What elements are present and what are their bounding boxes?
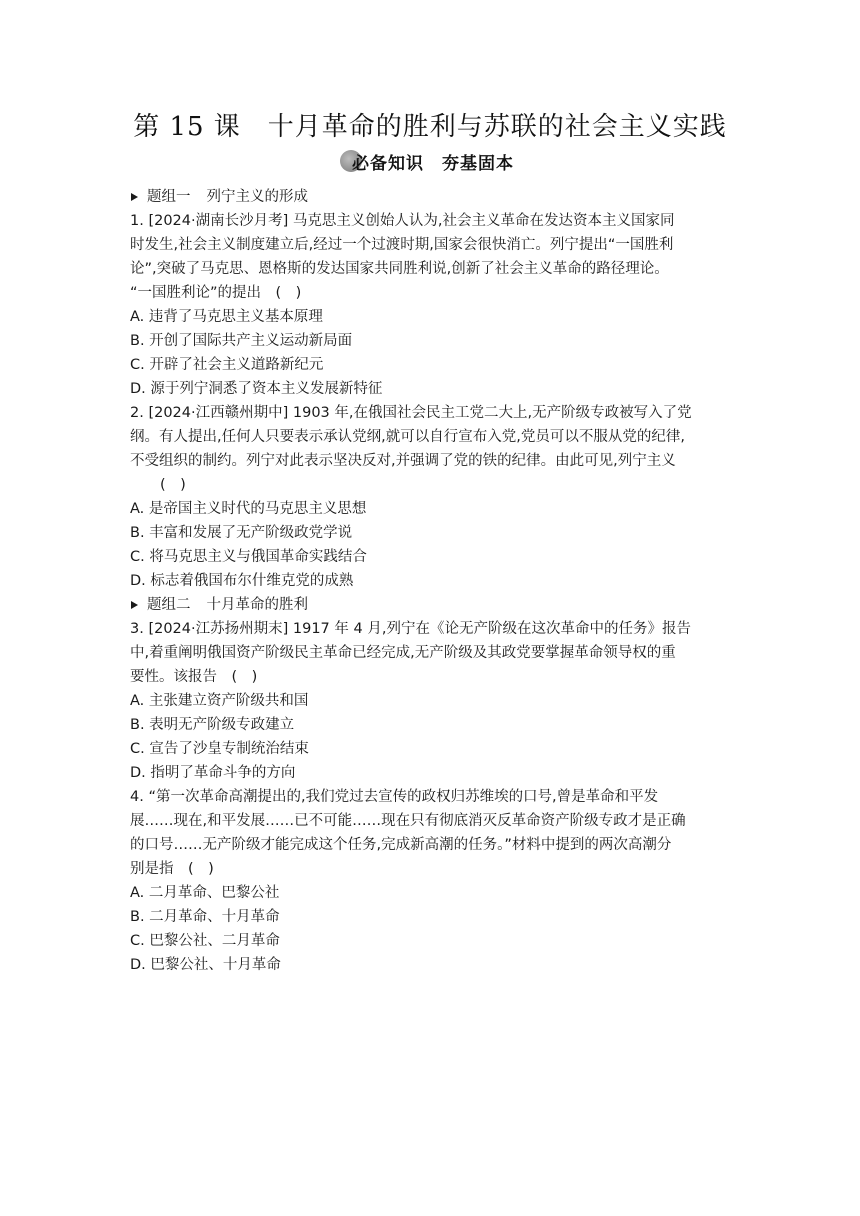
question-text-line: 1. [2024·湖南长沙月考] 马克思主义创始人认为,社会主义革命在发达资本主义国家同 [130, 213, 675, 229]
option-d: D. 源于列宁洞悉了资本主义发展新特征 [130, 381, 383, 397]
question-1 [130, 209, 736, 401]
question-text-line: 2. [2024·江西赣州期中] 1903 年,在俄国社会民主工党二大上,无产阶级专政被写入了党 [130, 405, 692, 421]
group-name: 十月革命的胜利 [206, 597, 308, 613]
option-a: A. 是帝国主义时代的马克思主义思想 [130, 501, 367, 517]
question-text-line: 纲。有人提出,任何人只要表示承认党纲,就可以自行宣布入党,党员可以不服从党的纪律, [130, 429, 685, 445]
group-heading [130, 593, 736, 617]
question-text-line: 时发生,社会主义制度建立后,经过一个过渡时期,国家会很快消亡。列宁提出“一国胜利 [130, 237, 674, 253]
triangle-bullet-icon [131, 601, 138, 609]
banner-text: 必备知识 夯基固本 [352, 153, 514, 174]
question-text-line: 中,着重阐明俄国资产阶级民主革命已经完成,无产阶级及其政党要掌握革命领导权的重 [130, 645, 676, 661]
option-c: C. 巴黎公社、二月革命 [130, 933, 280, 949]
question-text-line: 展……现在,和平发展……已不可能……现在只有彻底消灭反革命资产阶级专政才是正确 [130, 813, 686, 829]
group-heading [130, 185, 736, 209]
question-text-line: 不受组织的制约。列宁对此表示坚决反对,并强调了党的铁的纪律。由此可见,列宁主义 [130, 453, 676, 469]
option-b: B. 丰富和发展了无产阶级政党学说 [130, 525, 353, 541]
lesson-title: 第 15 课 十月革命的胜利与苏联的社会主义实践 [133, 112, 727, 142]
group-label: 题组二 [147, 597, 191, 613]
option-a: A. 违背了马克思主义基本原理 [130, 309, 323, 325]
question-content [130, 185, 736, 977]
option-d: D. 巴黎公社、十月革命 [130, 957, 281, 973]
section-banner [340, 148, 514, 174]
question-text-line: 要性。该报告 ( ) [130, 669, 258, 685]
group-label: 题组一 [147, 189, 191, 205]
answer-paren: ( ) [160, 477, 186, 493]
option-d: D. 标志着俄国布尔什维克党的成熟 [130, 573, 354, 589]
question-text-line: 3. [2024·江苏扬州期末] 1917 年 4 月,列宁在《论无产阶级在这次革命中的任务》报告 [130, 621, 691, 637]
option-a: A. 二月革命、巴黎公社 [130, 885, 280, 901]
question-text-line: 论”,突破了马克思、恩格斯的发达国家共同胜利说,创新了社会主义革命的路径理论。 [130, 261, 669, 277]
option-c: C. 将马克思主义与俄国革命实践结合 [130, 549, 367, 565]
triangle-bullet-icon [131, 193, 138, 201]
option-b: B. 开创了国际共产主义运动新局面 [130, 333, 353, 349]
question-3 [130, 617, 736, 785]
question-text-line: 别是指 ( ) [130, 861, 214, 877]
option-c: C. 宣告了沙皇专制统治结束 [130, 741, 309, 757]
option-d: D. 指明了革命斗争的方向 [130, 765, 296, 781]
group-name: 列宁主义的形成 [206, 189, 308, 205]
question-2 [130, 401, 736, 593]
option-b: B. 表明无产阶级专政建立 [130, 717, 295, 733]
question-text-line: 4. “第一次革命高潮提出的,我们党过去宣传的政权归苏维埃的口号,曾是革命和平发 [130, 789, 659, 805]
option-c: C. 开辟了社会主义道路新纪元 [130, 357, 324, 373]
option-b: B. 二月革命、十月革命 [130, 909, 280, 925]
question-4 [130, 785, 736, 977]
question-text-line: 的口号……无产阶级才能完成这个任务,完成新高潮的任务。”材料中提到的两次高潮分 [130, 837, 672, 853]
question-text-line: “一国胜利论”的提出 ( ) [130, 285, 302, 301]
option-a: A. 主张建立资产阶级共和国 [130, 693, 309, 709]
